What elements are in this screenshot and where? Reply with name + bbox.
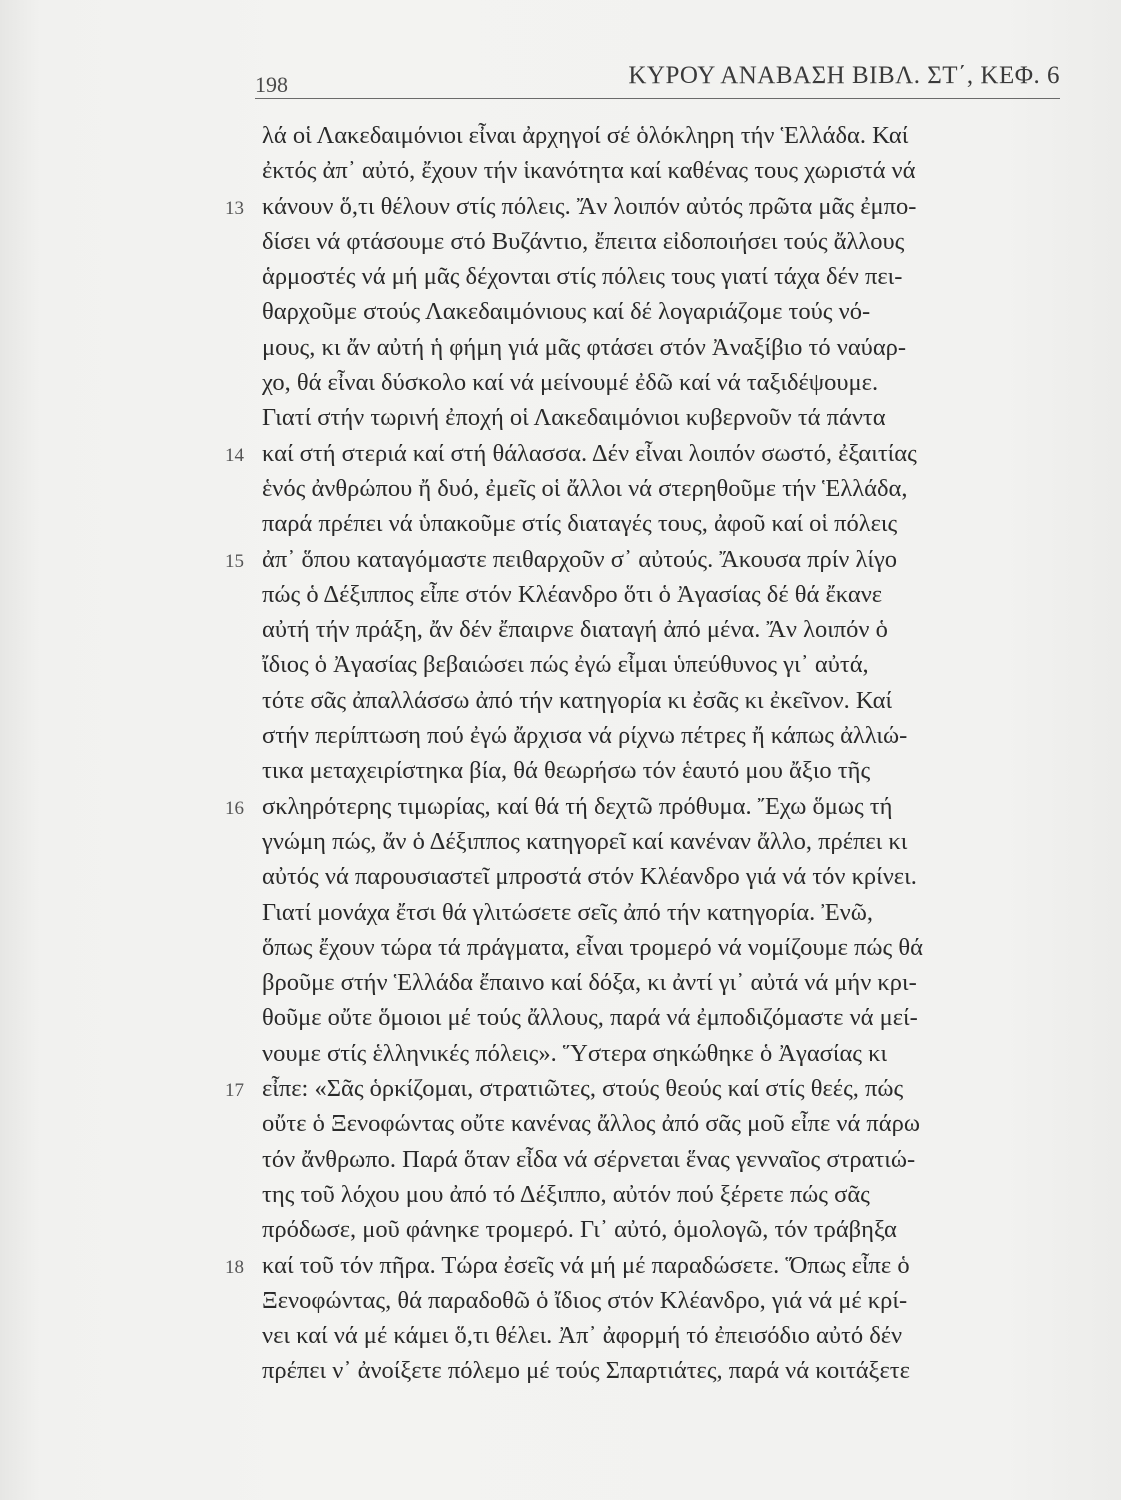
line-text: ἁρμοστές νά μή μᾶς δέχονται στίς πόλεις τους γιατί τάχα δέν πει- (262, 263, 903, 291)
line-text: παρά πρέπει νά ὑπακοῦμε στίς διαταγές τους, ἀφοῦ καί οἱ πόλεις (262, 510, 898, 538)
line-text: καί στή στεριά καί στή θάλασσα. Δέν εἶναι λοιπόν σωστό, ἐξαιτίας (262, 439, 917, 467)
line-text: μους, κι ἄν αὐτή ἡ φήμη γιά μᾶς φτάσει στόν Ἀναξίβιο τό ναύαρ- (262, 333, 907, 361)
text-line (225, 577, 1105, 612)
line-text: ἐκτός ἀπ᾿ αὐτό, ἔχουν τήν ἱκανότητα καί καθένας τους χωριστά νά (262, 157, 916, 185)
text-line (225, 753, 1105, 788)
text-line (225, 330, 1105, 365)
text-line (225, 1212, 1105, 1247)
page-number: 198 (255, 72, 288, 97)
line-text: Γιατί στήν τωρινή ἐποχή οἱ Λακεδαιμόνιοι κυβερνοῦν τά πάντα (262, 404, 886, 432)
text-line (225, 859, 1105, 894)
line-text: θαρχοῦμε στούς Λακεδαιμόνιους καί δέ λογαριάζομε τούς νό- (262, 298, 871, 326)
text-line (225, 1248, 1105, 1283)
line-text: πρόδωσε, μοῦ φάνηκε τρομερό. Γι᾿ αὐτό, ὁμολογῶ, τόν τράβηξα (262, 1216, 897, 1244)
line-text: στήν περίπτωση πού ἐγώ ἄρχισα νά ρίχνω πέτρες ἤ κάπως ἀλλιώ- (262, 722, 908, 750)
text-line (225, 294, 1105, 329)
line-text: ἴδιος ὁ Ἀγασίας βεβαιώσει πώς ἐγώ εἶμαι ὑπεύθυνος γι᾿ αὐτά, (262, 651, 869, 679)
text-line (225, 1071, 1105, 1106)
line-text: νουμε στίς ἑλληνικές πόλεις». Ὕστερα σηκώθηκε ὁ Ἀγασίας κι (262, 1039, 888, 1067)
line-text: ἑνός ἀνθρώπου ἤ δυό, ἐμεῖς οἱ ἄλλοι νά στερηθοῦμε τήν Ἑλλάδα, (262, 474, 908, 502)
text-line (225, 718, 1105, 753)
line-text: ὅπως ἔχουν τώρα τά πράγματα, εἶναι τρομερό νά νομίζουμε πώς θά (262, 933, 923, 961)
line-text: ἀπ᾿ ὅπου καταγόμαστε πειθαρχοῦν σ᾿ αὐτούς. Ἄκουσα πρίν λίγο (262, 545, 898, 573)
text-line (225, 118, 1105, 153)
text-line (225, 1000, 1105, 1035)
line-text: τόν ἄνθρωπο. Παρά ὅταν εἶδα νά σέρνεται ἕνας γενναῖος στρατιώ- (262, 1145, 916, 1173)
text-line (225, 471, 1105, 506)
line-text: αὐτός νά παρουσιαστεῖ μπροστά στόν Κλέανδρο γιά νά τόν κρίνει. (262, 863, 917, 891)
text-line (225, 1283, 1105, 1318)
line-text: Γιατί μονάχα ἔτσι θά γλιτώσετε σεῖς ἀπό τήν κατηγορία. Ἐνῶ, (262, 898, 873, 926)
line-text: καί τοῦ τόν πῆρα. Τώρα ἐσεῖς νά μή μέ παραδώσετε. Ὅπως εἶπε ὁ (262, 1251, 910, 1279)
line-text: δίσει νά φτάσουμε στό Βυζάντιο, ἔπειτα εἰδοποιήσει τούς ἄλλους (262, 227, 905, 255)
line-text: της τοῦ λόχου μου ἀπό τό Δέξιππο, αὐτόν πού ξέρετε πώς σᾶς (262, 1180, 870, 1208)
section-number: 15 (225, 550, 244, 572)
text-line (225, 1036, 1105, 1071)
text-line (225, 1177, 1105, 1212)
line-text: γνώμη πώς, ἄν ὁ Δέξιππος κατηγορεῖ καί κανέναν ἄλλο, πρέπει κι (262, 827, 908, 855)
section-number: 16 (225, 797, 244, 819)
text-line (225, 224, 1105, 259)
line-text: τότε σᾶς ἀπαλλάσσω ἀπό τήν κατηγορία κι ἐσᾶς κι ἐκεῖνον. Καί (262, 686, 893, 714)
line-text: οὔτε ὁ Ξενοφώντας οὔτε κανένας ἄλλος ἀπό σᾶς μοῦ εἶπε νά πάρω (262, 1110, 920, 1138)
text-line (225, 542, 1105, 577)
page-header (255, 62, 1060, 98)
line-text: αὐτή τήν πράξη, ἄν δέν ἔπαιρνε διαταγή ἀπό μένα. Ἄν λοιπόν ὁ (262, 616, 888, 644)
line-text: λά οἱ Λακεδαιμόνιοι εἶναι ἀρχηγοί σέ ὁλόκληρη τήν Ἑλλάδα. Καί (262, 122, 909, 149)
line-text: πρέπει ν᾿ ἀνοίξετε πόλεμο μέ τούς Σπαρτιάτες, παρά νά κοιτάξετε (262, 1357, 910, 1385)
text-line (225, 1353, 1105, 1388)
text-line (225, 930, 1105, 965)
text-line (225, 189, 1105, 224)
text-line (225, 436, 1105, 471)
line-text: πώς ὁ Δέξιππος εἶπε στόν Κλέανδρο ὅτι ὁ Ἀγασίας δέ θά ἔκανε (262, 580, 883, 608)
line-text: βροῦμε στήν Ἑλλάδα ἔπαινο καί δόξα, κι ἀντί γι᾿ αὐτά νά μήν κρι- (262, 969, 917, 997)
line-text: χο, θά εἶναι δύσκολο καί νά μείνουμέ ἐδῶ καί νά ταξιδέψουμε. (262, 369, 879, 397)
text-line (225, 400, 1105, 435)
text-line (225, 365, 1105, 400)
line-text: τικα μεταχειρίστηκα βία, θά θεωρήσω τόν ἑαυτό μου ἄξιο τῆς (262, 757, 871, 785)
line-text: σκληρότερης τιμωρίας, καί θά τή δεχτῶ πρόθυμα. Ἔχω ὅμως τή (262, 792, 893, 820)
running-title: ΚΥΡΟΥ ΑΝΑΒΑΣΗ ΒΙΒΛ. ΣΤ΄, ΚΕΦ. 6 (628, 62, 1060, 89)
text-line (225, 506, 1105, 541)
text-line (225, 965, 1105, 1000)
section-number: 14 (225, 444, 244, 466)
text-line (225, 1318, 1105, 1353)
body-text (225, 118, 1105, 1389)
text-line (225, 612, 1105, 647)
text-line (225, 1106, 1105, 1141)
text-line (225, 259, 1105, 294)
line-text: νει καί νά μέ κάμει ὅ,τι θέλει. Ἀπ᾿ ἀφορμή τό ἐπεισόδιο αὐτό δέν (262, 1322, 903, 1350)
section-number: 18 (225, 1256, 244, 1278)
text-line (225, 1142, 1105, 1177)
line-text: θοῦμε οὔτε ὅμοιοι μέ τούς ἄλλους, παρά νά ἐμποδιζόμαστε νά μεί- (262, 1004, 918, 1032)
text-line (225, 789, 1105, 824)
text-line (225, 683, 1105, 718)
section-number: 13 (225, 197, 244, 219)
line-text: Ξενοφώντας, θά παραδοθῶ ὁ ἴδιος στόν Κλέανδρο, γιά νά μέ κρί- (262, 1286, 908, 1314)
line-text: κάνουν ὅ,τι θέλουν στίς πόλεις. Ἄν λοιπόν αὐτός πρῶτα μᾶς ἐμπο- (262, 192, 917, 220)
text-line (225, 824, 1105, 859)
line-text: εἶπε: «Σᾶς ὁρκίζομαι, στρατιῶτες, στούς θεούς καί στίς θεές, πώς (262, 1075, 904, 1103)
text-line (225, 895, 1105, 930)
text-line (225, 153, 1105, 188)
section-number: 17 (225, 1080, 244, 1102)
header-rule (255, 98, 1060, 99)
text-line (225, 647, 1105, 682)
